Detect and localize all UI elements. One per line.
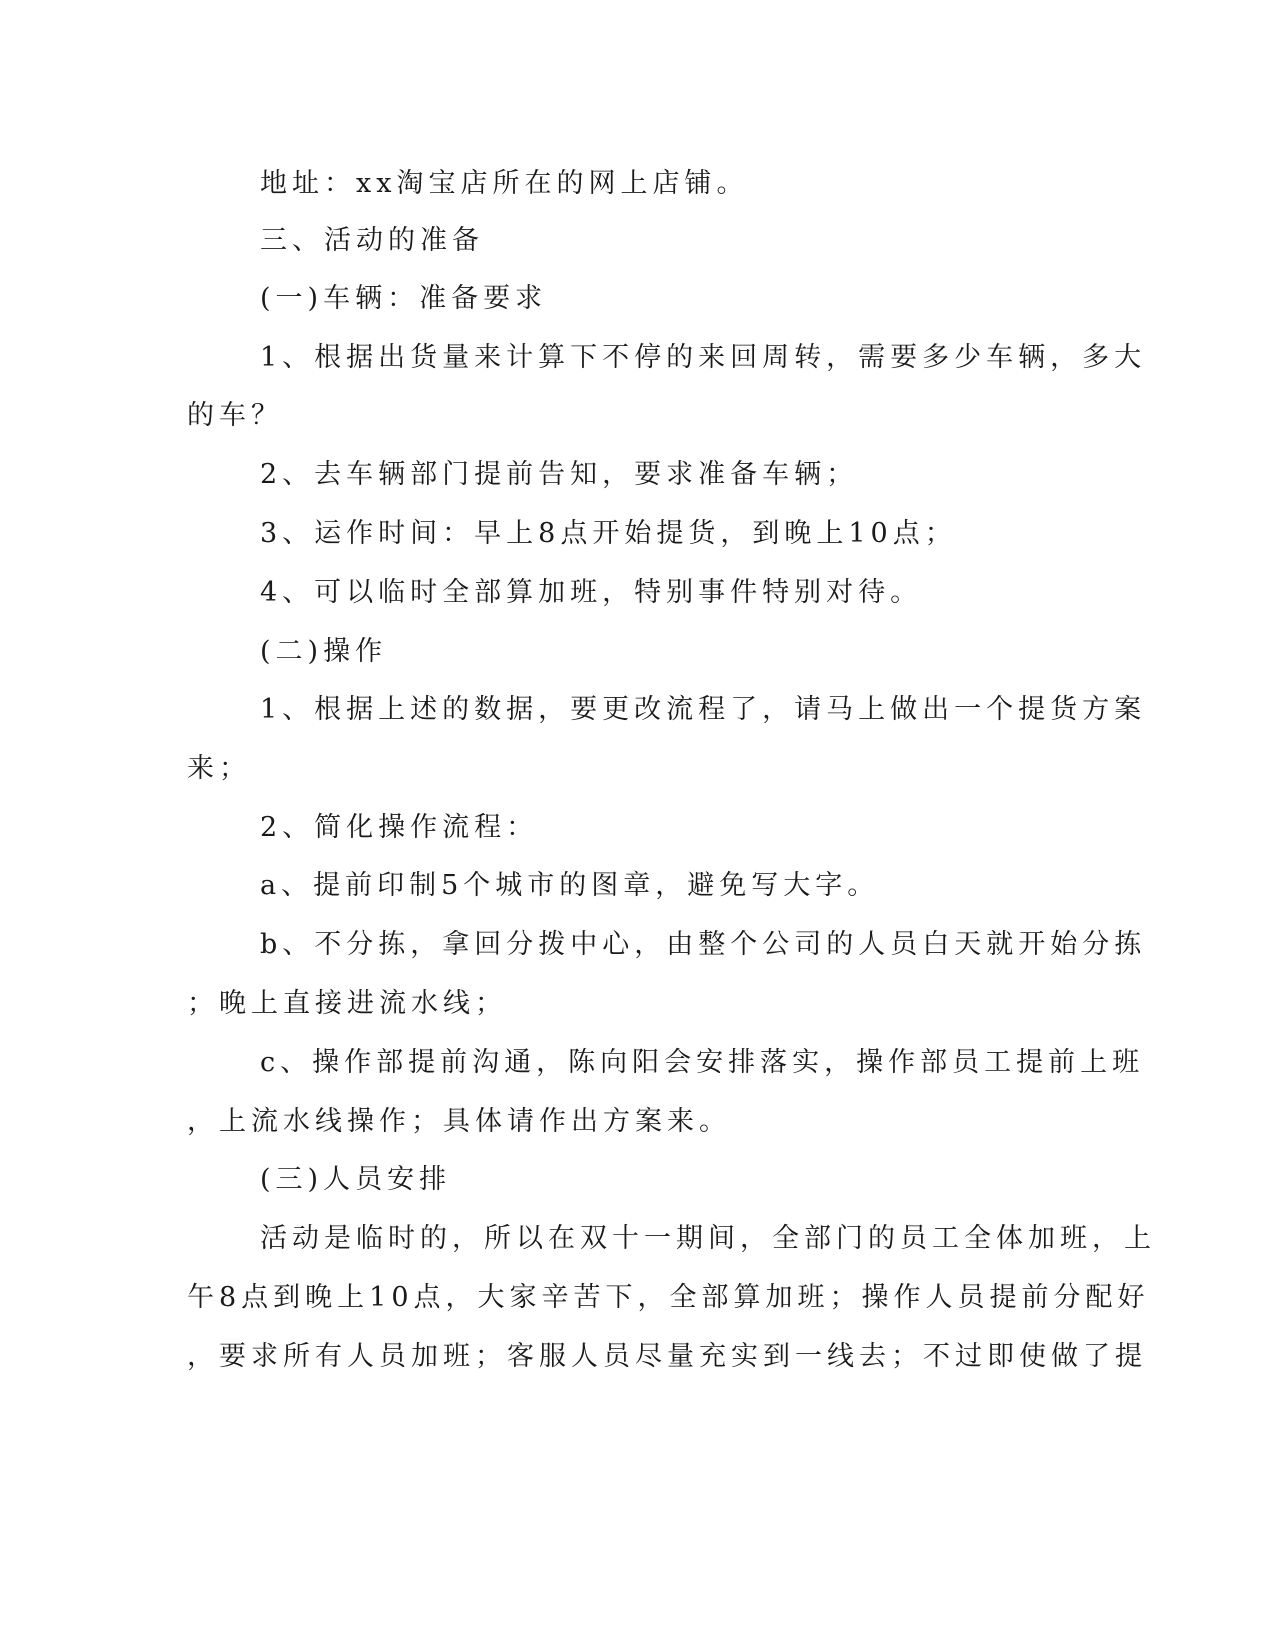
- paragraph-line: 3、运作时间：早上8点开始提货，到晚上10点；: [260, 518, 957, 549]
- paragraph-line: 活动是临时的，所以在双十一期间，全部门的员工全体加班，上: [260, 1223, 1156, 1254]
- paragraph-line: c、操作部提前沟通，陈向阳会安排落实，操作部员工提前上班: [260, 1047, 1145, 1078]
- paragraph-line: ，要求所有人员加班；客服人员尽量充实到一线去；不过即使做了提: [187, 1341, 1147, 1372]
- paragraph-line: 午8点到晚上10点，大家辛苦下，全部算加班；操作人员提前分配好: [187, 1282, 1150, 1313]
- paragraph-line: 的车？: [187, 400, 283, 431]
- paragraph-line: 2、简化操作流程：: [260, 812, 539, 843]
- subheading-staffing: (三)人员安排: [260, 1164, 452, 1195]
- paragraph-line: 1、根据上述的数据，要更改流程了，请马上做出一个提货方案: [260, 694, 1147, 725]
- section-heading-preparation: 三、活动的准备: [260, 225, 484, 256]
- subheading-operations: (二)操作: [260, 636, 388, 667]
- subheading-vehicles: (一)车辆：准备要求: [260, 283, 548, 314]
- paragraph-line: ；晚上直接进流水线；: [187, 988, 507, 1019]
- paragraph-line: ，上流水线操作；具体请作出方案来。: [187, 1106, 731, 1137]
- address-line: 地址：xx淘宝店所在的网上店铺。: [260, 168, 749, 199]
- paragraph-line: 2、去车辆部门提前告知，要求准备车辆；: [260, 459, 859, 490]
- paragraph-line: 1、根据出货量来计算下不停的来回周转，需要多少车辆，多大: [260, 342, 1147, 373]
- paragraph-line: a、提前印制5个城市的图章，避免写大字。: [260, 870, 880, 901]
- paragraph-line: 来；: [187, 753, 251, 784]
- paragraph-line: b、不分拣，拿回分拨中心，由整个公司的人员白天就开始分拣: [260, 929, 1147, 960]
- paragraph-line: 4、可以临时全部算加班，特别事件特别对待。: [260, 577, 923, 608]
